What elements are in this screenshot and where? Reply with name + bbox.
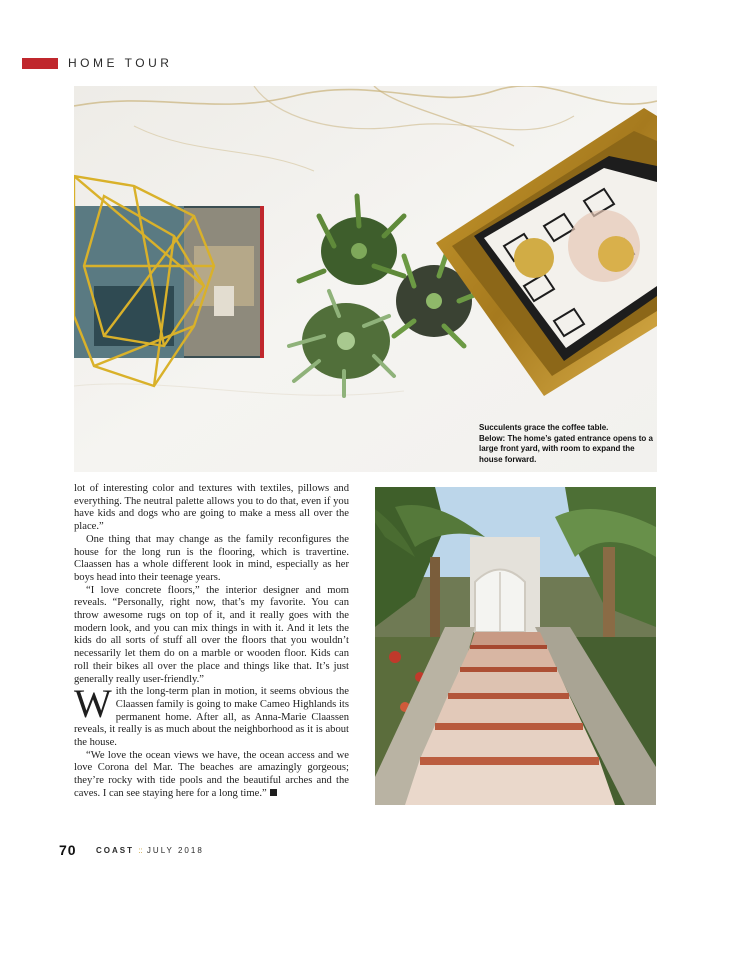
paragraph-4-text: ith the long-term plan in motion, it seems obvious the Claassen family is going to make Cameo Highlands its permanent home. After all, as Anna-Marie Claassen reveals, it really is as much about the neighborhood as it is about the house. — [74, 686, 349, 749]
hero-caption-line2: Below: The home’s gated entrance opens to a large front yard, with room to expand the house forward. — [479, 433, 653, 464]
magazine-name: COAST — [96, 846, 134, 855]
footer-separator: :: — [138, 846, 143, 855]
article-body — [74, 483, 349, 801]
hero-caption-line1: Succulents grace the coffee table. — [479, 423, 609, 432]
section-accent-bar — [22, 58, 58, 69]
end-mark-icon — [270, 789, 277, 796]
paragraph-5 — [74, 750, 349, 801]
drop-cap: W — [74, 681, 112, 727]
paragraph-4 — [74, 681, 349, 750]
issue-date: JULY 2018 — [146, 846, 204, 855]
section-label: HOME TOUR — [68, 56, 173, 70]
paragraph-1: lot of interesting color and textures with textiles, pillows and everything. The neutral palette allows you to do that, even if you have kids and dogs who are going to make a mess all over the place.” — [74, 483, 349, 533]
hero-caption — [479, 423, 655, 465]
hero-photo — [74, 86, 657, 472]
footer-issue-line — [96, 846, 204, 855]
page-number: 70 — [59, 842, 77, 858]
paragraph-3: “I love concrete floors,” the interior designer and mom reveals. “Personally, right now, that’s my favorite. You can throw awesome rugs on top of it, and it really goes with the modern look, and you can mix things in with it. And it lets the kids do all sorts of stuff all over the floors that you wouldn’t necessarily let them do on a marble or wooden floor. Kids can roll their bikes all over the place and things like that. It’s just generally really user-friendly.” — [74, 584, 349, 685]
entrance-photo — [375, 487, 656, 805]
paragraph-2: One thing that may change as the family reconfigures the house for the long run is the flooring, which is travertine. Claassen has a whole different look in mind, especially as her boys head into their teenage years. — [74, 533, 349, 583]
paragraph-5-text: “We love the ocean views we have, the ocean access and we love Corona del Mar. The beaches are amazingly gorgeous; they’re rocky with tide pools and the beautiful arches and the caves. I can see staying here for a long time.” — [74, 749, 349, 799]
